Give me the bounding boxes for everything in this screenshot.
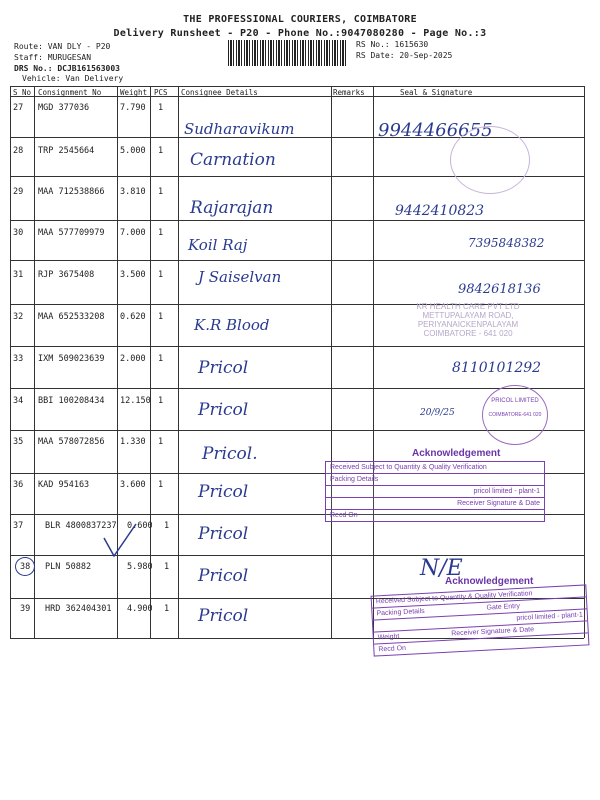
row-sno: 32 — [13, 312, 24, 322]
row-sno: 30 — [13, 228, 24, 238]
row-consignment: BBI 100208434 — [38, 396, 105, 406]
handwritten-signature: 9842618136 — [458, 282, 541, 297]
page-subtitle: Delivery Runsheet - P20 - Phone No.:9047080280 - Page No.:3 — [113, 28, 487, 39]
row-pcs: 1 — [164, 562, 170, 572]
row-pcs: 1 — [158, 228, 164, 238]
row-consignment: PLN 50882 — [45, 562, 92, 572]
seal-text: COIMBATORE-641 020 — [488, 412, 542, 418]
handwritten-consignee: Pricol — [198, 524, 249, 544]
handwritten-consignee: Pricol — [198, 606, 249, 626]
handwritten-signature: 8110101292 — [452, 360, 542, 376]
page-title: THE PROFESSIONAL COURIERS, COIMBATORE — [183, 14, 417, 25]
row-sno: 35 — [13, 437, 24, 447]
row-weight: 1.330 — [120, 437, 146, 447]
seal-text: PRICOL LIMITED — [491, 398, 539, 404]
row-pcs: 1 — [164, 604, 170, 614]
stamp-company: pricol limited - plant-1 — [326, 486, 544, 498]
row-sno: 29 — [13, 187, 24, 197]
row-consignment: MGD 377036 — [38, 103, 90, 113]
row-pcs: 1 — [158, 312, 164, 322]
stamp-received: Received Subject to Quantity & Quality Verification — [326, 462, 544, 474]
stamp-recd-on: Recd On — [378, 644, 407, 654]
vehicle-label: Vehicle: Van Delivery — [22, 74, 124, 83]
handwritten-signature: 20/9/25 — [420, 408, 455, 418]
acknowledgement-stamp — [371, 584, 590, 656]
stamp-receiver-sig: Receiver Signature & Date — [326, 498, 544, 510]
acknowledgement-title: Acknowledgement — [445, 576, 534, 587]
round-seal — [450, 126, 530, 194]
handwritten-consignee: J Saiselvan — [198, 268, 282, 286]
row-pcs: 1 — [158, 146, 164, 156]
row-consignment: KAD 954163 — [38, 480, 90, 490]
row-consignment: MAA 577709979 — [38, 228, 105, 238]
stamp-line: KR HEALTH CARE PVT LTD — [416, 302, 520, 311]
row-sno: 34 — [13, 396, 24, 406]
acknowledgement-stamp — [325, 461, 545, 522]
row-weight: 3.500 — [120, 270, 146, 280]
handwritten-signature: 7395848382 — [468, 236, 545, 250]
col-header-sno: S No — [13, 88, 32, 97]
row-sno: 31 — [13, 270, 24, 280]
rs-number: RS No.: 1615630 — [356, 40, 429, 49]
row-weight: 3.600 — [120, 480, 146, 490]
row-pcs: 1 — [158, 270, 164, 280]
handwritten-signature: 9944466655 — [378, 120, 493, 141]
row-pcs: 1 — [158, 187, 164, 197]
col-header-weight: Weight — [120, 88, 148, 97]
row-weight: 3.810 — [120, 187, 146, 197]
handwritten-consignee: Rajarajan — [190, 198, 274, 218]
handwritten-consignee: Koil Raj — [188, 236, 248, 254]
stamp-received: Received Subject to Quantity & Quality Verification — [372, 585, 586, 608]
staff-label: Staff: MURUGESAN — [14, 53, 92, 62]
handwritten-consignee: Pricol — [198, 482, 249, 502]
col-header-pcs: PCS — [154, 88, 168, 97]
handwritten-consignee: Sudharavikum — [184, 120, 295, 138]
stamp-line: PERIYANAICKENPALAYAM — [417, 320, 519, 329]
row-weight: 7.790 — [120, 103, 146, 113]
col-header-seal: Seal & Signature — [400, 88, 473, 97]
row-sno: 33 — [13, 354, 24, 364]
stamp-line: METTUPALAYAM ROAD, — [422, 311, 514, 320]
row-sno: 28 — [13, 146, 24, 156]
handwritten-signature: 9442410823 — [395, 203, 485, 219]
col-header-remarks: Remarks — [333, 88, 365, 97]
row-pcs: 1 — [158, 480, 164, 490]
row-consignment: MAA 712538866 — [38, 187, 105, 197]
row-sno: 36 — [13, 480, 24, 490]
row-consignment: HRD 362404301 — [45, 604, 112, 614]
handwritten-consignee: K.R Blood — [194, 316, 270, 334]
handwritten-consignee: Carnation — [190, 150, 276, 170]
row-pcs: 1 — [158, 396, 164, 406]
tick-mark-icon — [100, 520, 140, 560]
handwritten-consignee: Pricol — [198, 358, 249, 378]
col-header-consignment: Consignment No — [38, 88, 102, 97]
barcode — [228, 40, 348, 66]
handwritten-consignee: Pricol. — [202, 444, 258, 464]
row-weight: 12.150 — [120, 396, 151, 406]
row-weight: 5.980 — [127, 562, 153, 572]
acknowledgement-title: Acknowledgement — [412, 448, 501, 459]
drs-number: DRS No.: DCJB161563003 — [14, 64, 120, 73]
stamp-gate-entry: Gate Entry — [486, 602, 521, 612]
row-consignment: TRP 2545664 — [38, 146, 95, 156]
row-pcs: 1 — [158, 437, 164, 447]
handwritten-consignee: Pricol — [198, 400, 249, 420]
col-header-consignee: Consignee Details — [181, 88, 258, 97]
row-weight: 0.620 — [120, 312, 146, 322]
handwritten-signature: N/E — [420, 556, 463, 581]
row-sno: 39 — [20, 604, 31, 614]
stamp-packing: Packing Details — [326, 474, 544, 486]
stamp-company: pricol limited - plant-1 — [373, 609, 587, 632]
stamp-weight: Weight — [377, 633, 400, 642]
row-weight: 4.900 — [127, 604, 153, 614]
stamp-recd-on: Recd On — [330, 512, 358, 519]
row-weight: 0.600 — [127, 521, 153, 531]
kr-healthcare-stamp — [378, 302, 558, 338]
row-weight: 2.000 — [120, 354, 146, 364]
row-pcs: 1 — [158, 354, 164, 364]
row-consignment: IXM 509023639 — [38, 354, 105, 364]
rs-date: RS Date: 20-Sep-2025 — [356, 51, 453, 60]
row-pcs: 1 — [164, 521, 170, 531]
row-weight: 5.000 — [120, 146, 146, 156]
stamp-packing: Packing Details — [376, 607, 425, 618]
circle-mark — [15, 557, 35, 576]
row-sno: 37 — [13, 521, 24, 531]
pricol-round-seal — [482, 385, 548, 445]
row-consignment: MAA 578072856 — [38, 437, 105, 447]
row-weight: 7.000 — [120, 228, 146, 238]
row-consignment: BLR 4800837237 — [45, 521, 117, 531]
row-sno: 27 — [13, 103, 24, 113]
route-label: Route: VAN DLY - P20 — [14, 42, 111, 51]
handwritten-consignee: Pricol — [198, 566, 249, 586]
row-pcs: 1 — [158, 103, 164, 113]
stamp-line: COIMBATORE - 641 020 — [423, 329, 513, 338]
row-sno: 38 — [20, 562, 31, 572]
row-consignment: RJP 3675408 — [38, 270, 95, 280]
stamp-receiver-sig: Receiver Signature & Date — [451, 626, 535, 638]
row-consignment: MAA 652533208 — [38, 312, 105, 322]
